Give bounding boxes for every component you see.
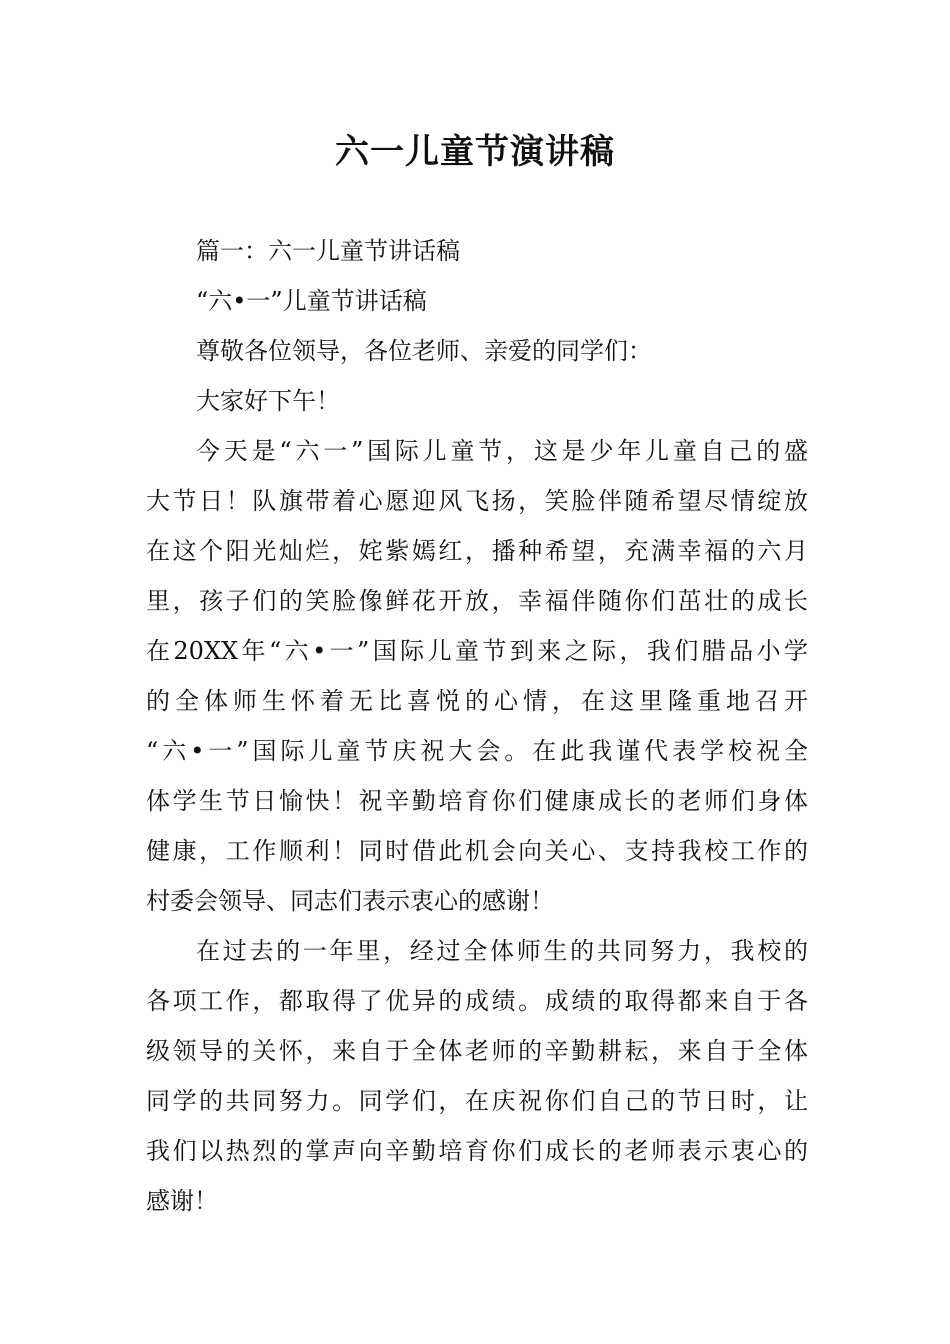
paragraph-1-line: 村委会领导、同志们表示衷心的感谢！ [146, 887, 554, 915]
section-heading: 篇一：六一儿童节讲话稿 [196, 237, 460, 265]
page-title: 六一儿童节演讲稿 [335, 132, 615, 172]
paragraph-1-line: “六•一”国际儿童节庆祝大会。在此我谨代表学校祝全 [146, 737, 808, 765]
speech-title: “六•一”儿童节讲话稿 [196, 287, 427, 315]
paragraph-1-line: 大节日！队旗带着心愿迎风飞扬，笑脸伴随希望尽情绽放 [146, 487, 808, 515]
paragraph-1-line: 在20XX年“六•一”国际儿童节到来之际，我们腊品小学 [146, 637, 808, 665]
paragraph-2-line: 级领导的关怀，来自于全体老师的辛勤耕耘，来自于全体 [146, 1037, 808, 1065]
salutation: 尊敬各位领导，各位老师、亲爱的同学们： [196, 337, 652, 365]
paragraph-1-line: 今天是“六一”国际儿童节，这是少年儿童自己的盛 [196, 437, 808, 465]
paragraph-2-line: 在过去的一年里，经过全体师生的共同努力，我校的 [196, 937, 808, 965]
greeting: 大家好下午！ [196, 387, 340, 415]
paragraph-1-line: 在这个阳光灿烂，姹紫嫣红，播种希望，充满幸福的六月 [146, 537, 808, 565]
paragraph-2-line: 我们以热烈的掌声向辛勤培育你们成长的老师表示衷心的 [146, 1137, 808, 1165]
paragraph-2-line: 同学的共同努力。同学们，在庆祝你们自己的节日时，让 [146, 1087, 808, 1115]
paragraph-1-line: 里，孩子们的笑脸像鲜花开放，幸福伴随你们茁壮的成长 [146, 587, 808, 615]
paragraph-2-line: 各项工作，都取得了优异的成绩。成绩的取得都来自于各 [146, 987, 808, 1015]
paragraph-1-line: 健康，工作顺利！同时借此机会向关心、支持我校工作的 [146, 837, 808, 865]
paragraph-2-line: 感谢！ [146, 1187, 218, 1215]
paragraph-1-line: 体学生节日愉快！祝辛勤培育你们健康成长的老师们身体 [146, 787, 808, 815]
paragraph-1-line: 的全体师生怀着无比喜悦的心情，在这里隆重地召开 [146, 687, 808, 715]
document-body [146, 226, 808, 1226]
